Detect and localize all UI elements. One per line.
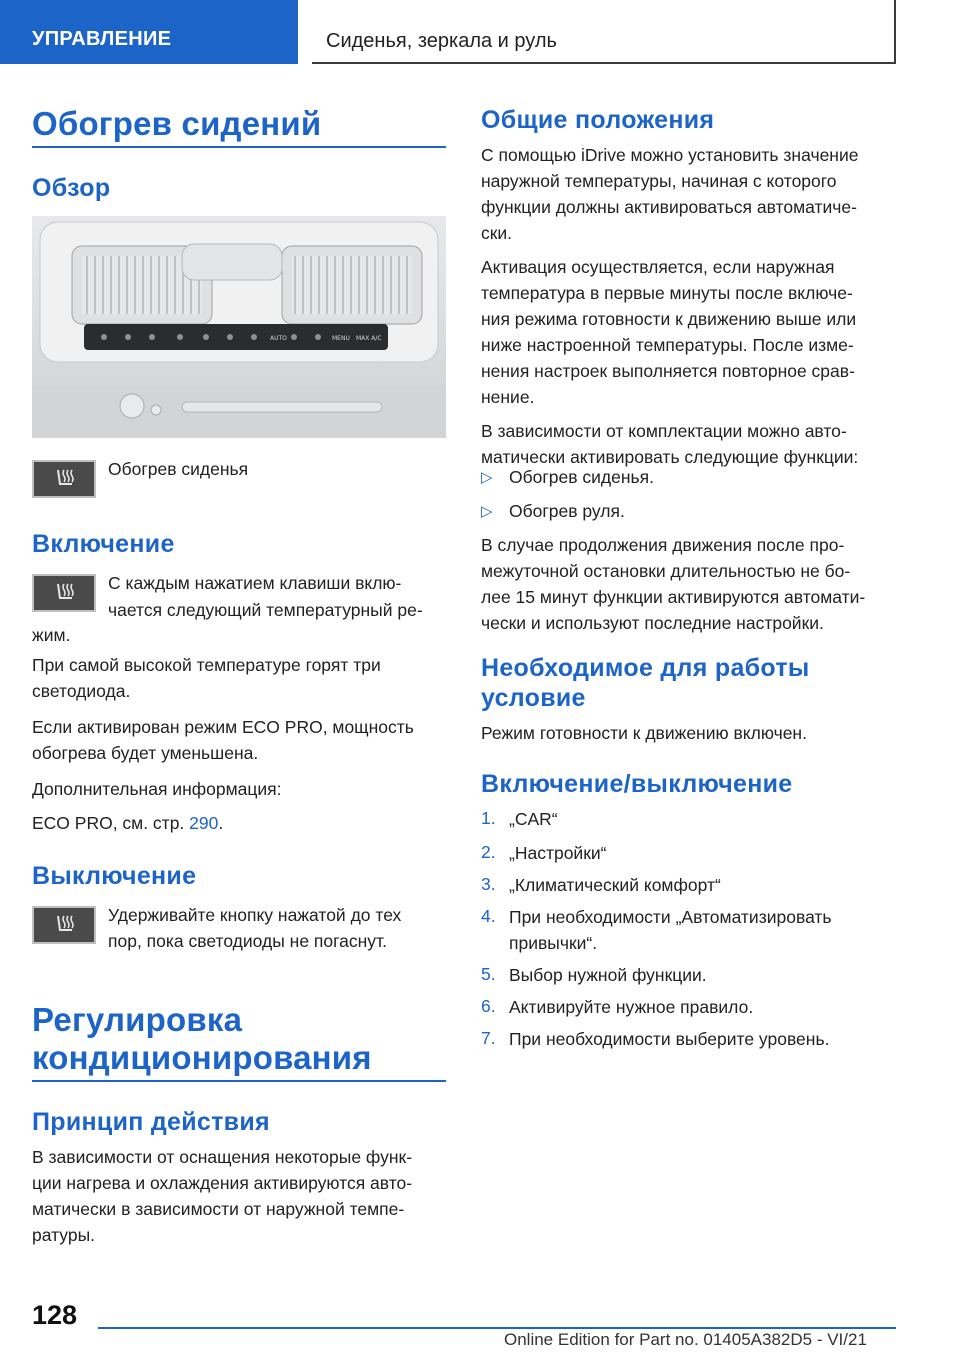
bullet-icon: ▷ bbox=[481, 469, 493, 486]
switch-off-text: Удерживайте кнопку нажатой до тех bbox=[108, 905, 402, 925]
eco-pro-reference: ECO PRO, см. стр. 290. bbox=[32, 813, 224, 833]
step-number: 1. bbox=[481, 808, 496, 828]
paragraph: матически в зависимости от наружной темпе- bbox=[32, 1199, 405, 1219]
icon-caption: Обогрев сиденья bbox=[108, 459, 249, 479]
switch-on-text: жим. bbox=[32, 625, 71, 645]
title-rule bbox=[32, 146, 446, 148]
paragraph: С помощью iDrive можно установить значение bbox=[481, 145, 859, 165]
step-text: привычки“. bbox=[509, 933, 598, 953]
climate-panel-photo bbox=[32, 216, 446, 438]
seat-heating-icon bbox=[32, 906, 96, 944]
step-text: При необходимости „Автоматизировать bbox=[509, 907, 832, 927]
paragraph: светодиода. bbox=[32, 681, 131, 701]
general-heading: Общие положения bbox=[481, 106, 715, 134]
paragraph: ниже настроенной температуры. После изме- bbox=[481, 335, 854, 355]
seat-heating-title: Обогрев сидений bbox=[32, 105, 322, 142]
step-number: 4. bbox=[481, 906, 496, 926]
ac-title-rule bbox=[32, 1080, 446, 1082]
paragraph: температура в первые минуты после включе- bbox=[481, 283, 853, 303]
footer-rule bbox=[98, 1327, 896, 1329]
header-chapter-box bbox=[312, 0, 896, 64]
paragraph: ски. bbox=[481, 223, 513, 243]
switch-off-text: пор, пока светодиоды не погаснут. bbox=[108, 931, 387, 951]
principle-heading: Принцип действия bbox=[32, 1108, 270, 1136]
paragraph: В зависимости от оснащения некоторые функ- bbox=[32, 1147, 413, 1167]
svg-text:AUTO: AUTO bbox=[270, 335, 287, 342]
paragraph: матически активировать следующие функции: bbox=[481, 447, 859, 467]
condition-heading: условие bbox=[481, 684, 586, 712]
paragraph: Активация осуществляется, если наружная bbox=[481, 257, 835, 277]
paragraph: чески и используют последние настройки. bbox=[481, 613, 824, 633]
bullet-icon: ▷ bbox=[481, 503, 493, 520]
paragraph: нения настроек выполняется повторное срав- bbox=[481, 361, 855, 381]
step-number: 5. bbox=[481, 964, 496, 984]
step-text: Выбор нужной функции. bbox=[509, 965, 707, 985]
paragraph: ции нагрева и охлаждения активируются авто- bbox=[32, 1173, 413, 1193]
seat-heating-icon bbox=[32, 460, 96, 498]
list-item: Обогрев сиденья. bbox=[509, 467, 654, 487]
header-section-label: УПРАВЛЕНИЕ bbox=[32, 28, 172, 50]
paragraph: нение. bbox=[481, 387, 535, 407]
step-text: При необходимости выберите уровень. bbox=[509, 1029, 830, 1049]
seat-heating-icon bbox=[32, 574, 96, 612]
condition-heading: Необходимое для работы bbox=[481, 654, 810, 682]
switch-off-heading: Выключение bbox=[32, 862, 197, 890]
step-number: 7. bbox=[481, 1028, 496, 1048]
overview-heading: Обзор bbox=[32, 174, 111, 202]
step-number: 6. bbox=[481, 996, 496, 1016]
list-item: Обогрев руля. bbox=[509, 501, 625, 521]
footer-edition: Online Edition for Part no. 01405A382D5 - VI/21 bbox=[504, 1330, 867, 1349]
page-number: 128 bbox=[32, 1300, 78, 1330]
svg-text:MAX A/C: MAX A/C bbox=[356, 335, 382, 342]
switch-on-text: чается следующий температурный ре- bbox=[108, 600, 423, 620]
page-link[interactable]: 290 bbox=[189, 813, 219, 833]
header-section-tab bbox=[0, 0, 298, 64]
menu-button-text: MENU bbox=[332, 335, 350, 342]
paragraph: Дополнительная информация: bbox=[32, 779, 282, 799]
paragraph: обогрева будет уменьшена. bbox=[32, 743, 259, 763]
paragraph: межуточной остановки длительностью не бо- bbox=[481, 561, 851, 581]
step-text: „CAR“ bbox=[509, 809, 558, 829]
switch-on-text: С каждым нажатием клавиши вклю- bbox=[108, 573, 402, 593]
step-text: Активируйте нужное правило. bbox=[509, 997, 754, 1017]
paragraph: При самой высокой температуре горят три bbox=[32, 655, 381, 675]
paragraph: Режим готовности к движению включен. bbox=[481, 723, 807, 743]
paragraph: лее 15 минут функции активируются автомати- bbox=[481, 587, 866, 607]
paragraph: ратуры. bbox=[32, 1225, 96, 1245]
step-text: „Климатический комфорт“ bbox=[509, 875, 721, 895]
step-number: 2. bbox=[481, 842, 496, 862]
on-off-heading: Включение/выключение bbox=[481, 770, 793, 798]
paragraph: функции должны активироваться автоматиче- bbox=[481, 197, 857, 217]
paragraph: ния режима готовности к движению выше или bbox=[481, 309, 857, 329]
paragraph: В случае продолжения движения после про- bbox=[481, 535, 845, 555]
header-chapter-label: Сиденья, зеркала и руль bbox=[326, 30, 557, 52]
ac-title: кондиционирования bbox=[32, 1039, 372, 1076]
ac-title: Регулировка bbox=[32, 1001, 243, 1038]
paragraph: Если активирован режим ECO PRO, мощность bbox=[32, 717, 414, 737]
paragraph: наружной температуры, начиная с которого bbox=[481, 171, 837, 191]
step-text: „Настройки“ bbox=[509, 843, 607, 863]
switch-on-heading: Включение bbox=[32, 530, 175, 558]
paragraph: В зависимости от комплектации можно авто- bbox=[481, 421, 847, 441]
step-number: 3. bbox=[481, 874, 496, 894]
